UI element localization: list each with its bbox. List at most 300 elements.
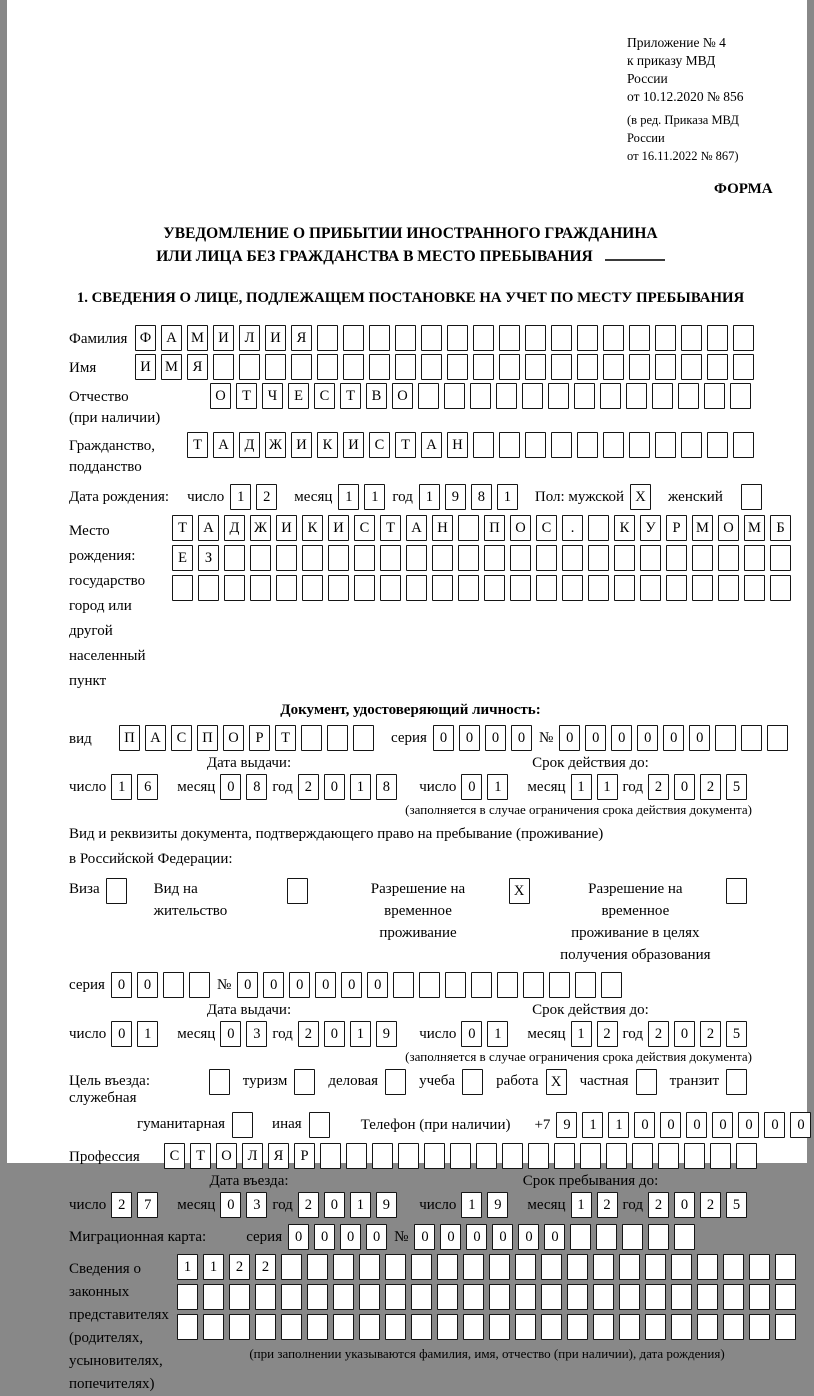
char-box: 2 [648,1192,669,1218]
migration-card-label: Миграционная карта: [69,1229,207,1245]
valid-year-boxes [648,774,752,800]
char-box: 1 [111,774,132,800]
char-box [629,432,650,458]
char-box [749,1314,770,1340]
char-box [307,1284,328,1310]
appendix-line: от 10.12.2020 № 856 [627,89,744,104]
field-surname [69,325,752,351]
char-box: 0 [689,725,710,751]
char-box: 1 [203,1254,224,1280]
char-box: 0 [674,1021,695,1047]
issue-day-boxes [111,1021,163,1047]
char-box [177,1284,198,1310]
char-box: 0 [764,1112,785,1138]
representatives-row-3 [177,1314,801,1340]
entry-day-boxes [111,1192,163,1218]
char-box [395,354,416,380]
char-box [733,325,754,351]
char-box: 0 [660,1112,681,1138]
char-box: М [161,354,182,380]
day-word: число [187,489,225,505]
field-birthplace [69,515,785,694]
issue-title: Дата выдачи: [206,755,292,771]
residence-series-boxes [111,972,215,998]
char-box [489,1284,510,1310]
char-box: М [692,515,713,541]
char-box: А [421,432,442,458]
issue-year-boxes [298,774,402,800]
stay-year-boxes [648,1192,752,1218]
identity-number-boxes [559,725,793,751]
char-box: 2 [597,1021,618,1047]
field-identity-kind [69,725,752,751]
char-box: 0 [674,1192,695,1218]
char-box: Т [395,432,416,458]
char-box [645,1254,666,1280]
tourism-checkbox [294,1069,320,1095]
char-box [291,354,312,380]
residence-permit-checkbox [287,878,313,904]
migration-number-label: № [394,1229,409,1245]
char-box [421,325,442,351]
char-box [645,1284,666,1310]
char-box: Р [249,725,270,751]
char-box: 0 [340,1224,361,1250]
char-box: Н [447,432,468,458]
char-box: О [718,515,739,541]
char-box [600,383,621,409]
char-box: 2 [700,774,721,800]
representatives-note: (при заполнении указываются фамилия, имя, отчество (при наличии), дата рождения) [249,1346,725,1361]
char-box: О [223,725,244,751]
char-box: 2 [648,774,669,800]
residence-doc-line-2: в Российской Федерации: [69,851,233,867]
char-box [327,725,348,751]
identity-issue-date: число 1 6 месяц 0 8 год 2 0 1 8 [69,774,402,800]
char-box [437,1284,458,1310]
valid-month-boxes [571,1021,623,1047]
char-box: 0 [220,1192,241,1218]
char-box [232,1112,253,1138]
section1-heading: 1. СВЕДЕНИЯ О ЛИЦЕ, ПОДЛЕЖАЩЕМ ПОСТАНОВКЕ НА УЧЕТ ПО МЕСТУ ПРЕБЫВАНИЯ [76,290,745,306]
char-box: С [164,1143,185,1169]
char-box [603,325,624,351]
char-box [385,1069,406,1095]
char-box [276,545,297,571]
char-box: 0 [237,972,258,998]
char-box [749,1254,770,1280]
char-box [445,972,466,998]
char-box: Л [242,1143,263,1169]
page-title [69,222,752,268]
char-box: Ч [262,383,283,409]
char-box [567,1284,588,1310]
char-box [629,354,650,380]
birthplace-row-1 [172,515,796,541]
char-box [606,1143,627,1169]
migration-series-label: серия [246,1229,283,1245]
char-box: 0 [466,1224,487,1250]
purpose-study: учеба [419,1069,488,1095]
entry-month-boxes [220,1192,272,1218]
revision-line: (в ред. Приказа МВД России [627,113,739,145]
transit-checkbox [726,1069,752,1095]
char-box: 1 [230,484,251,510]
char-box: 0 [663,725,684,751]
char-box [723,1284,744,1310]
char-box [726,878,747,904]
field-citizenship [69,432,752,478]
char-box [510,545,531,571]
issue-month-boxes [220,774,272,800]
char-box [476,1143,497,1169]
char-box [163,972,184,998]
char-box [458,515,479,541]
residence-issue-date: число 0 1 месяц 0 3 год 2 0 1 9 [69,1021,402,1047]
char-box: 1 [177,1254,198,1280]
migration-series-boxes [288,1224,392,1250]
char-box [562,575,583,601]
char-box [317,325,338,351]
purpose-row-2 [137,1112,805,1138]
purpose-row-1 [69,1069,752,1107]
char-box [636,1069,657,1095]
char-box: Н [432,515,453,541]
char-box: 0 [461,1021,482,1047]
char-box [444,383,465,409]
char-box [733,432,754,458]
char-box [697,1284,718,1310]
stay-month-boxes [571,1192,623,1218]
char-box: 8 [246,774,267,800]
char-box [369,354,390,380]
birthplace-row-2 [172,545,796,571]
char-box [596,1224,617,1250]
firstname-boxes [135,354,759,380]
char-box [471,972,492,998]
valid-title: Срок действия до: [532,755,649,771]
residence-date-titles [69,1002,752,1019]
char-box [276,575,297,601]
entry-dates [69,1192,752,1218]
char-box [496,383,517,409]
char-box [681,354,702,380]
char-box [632,1143,653,1169]
char-box [692,575,713,601]
char-box [541,1284,562,1310]
char-box: О [510,515,531,541]
char-box [554,1143,575,1169]
char-box [343,354,364,380]
char-box [671,1254,692,1280]
char-box [328,575,349,601]
birth-year-boxes [419,484,523,510]
char-box [354,545,375,571]
char-box [525,432,546,458]
char-box: Я [268,1143,289,1169]
representatives-row-1 [177,1254,801,1280]
char-box [619,1284,640,1310]
char-box [736,1143,757,1169]
char-box: 2 [298,1021,319,1047]
char-box [411,1284,432,1310]
char-box: 0 [492,1224,513,1250]
surname-label: Фамилия [69,331,128,347]
char-box: К [302,515,323,541]
char-box [551,432,572,458]
representatives-boxes [177,1254,801,1362]
entry-date: число 2 7 месяц 0 3 год 2 0 1 9 [69,1192,402,1218]
char-box: И [135,354,156,380]
phone-label: Телефон (при наличии) [360,1117,511,1133]
appendix-line: к приказу МВД России [627,53,716,86]
char-box: 8 [376,774,397,800]
char-box: 2 [648,1021,669,1047]
char-box [588,545,609,571]
entry-year-boxes [298,1192,402,1218]
char-box [473,432,494,458]
char-box [172,575,193,601]
char-box: 1 [608,1112,629,1138]
identity-number-label: № [538,730,554,746]
char-box [497,972,518,998]
char-box [470,383,491,409]
char-box: 0 [314,1224,335,1250]
char-box [697,1254,718,1280]
char-box: П [197,725,218,751]
char-box: Т [236,383,257,409]
char-box [666,545,687,571]
profession-label: Профессия [69,1149,140,1165]
char-box [406,545,427,571]
patronymic-label: Отчество (при наличии) [69,389,161,426]
identity-series-boxes [433,725,537,751]
char-box: П [119,725,140,751]
phone-boxes [556,1112,814,1138]
char-box [614,545,635,571]
char-box: 1 [419,484,440,510]
char-box: П [484,515,505,541]
char-box [549,972,570,998]
purpose-private: частная [580,1069,662,1095]
char-box [528,1143,549,1169]
char-box: Л [239,325,260,351]
char-box: С [369,432,390,458]
visa-checkbox [106,878,132,904]
char-box [450,1143,471,1169]
char-box: К [317,432,338,458]
char-box [458,575,479,601]
char-box [707,354,728,380]
char-box [106,878,127,904]
char-box [380,575,401,601]
char-box [707,432,728,458]
char-box: 0 [414,1224,435,1250]
char-box: Д [224,515,245,541]
char-box: Р [294,1143,315,1169]
char-box [385,1254,406,1280]
char-box [419,972,440,998]
char-box [463,1314,484,1340]
entry-date-titles [69,1173,752,1190]
char-box [359,1284,380,1310]
valid-day-boxes [461,774,513,800]
issue-day-boxes [111,774,163,800]
char-box: 9 [487,1192,508,1218]
birthdate-label: Дата рождения: [69,489,170,505]
char-box [447,325,468,351]
valid-month-boxes [571,774,623,800]
char-box: 1 [338,484,359,510]
char-box: 0 [485,725,506,751]
char-box [767,725,788,751]
birthplace-row-3 [172,575,796,601]
char-box [255,1314,276,1340]
purpose-humanitarian: гуманитарная [137,1112,258,1138]
char-box: О [216,1143,237,1169]
char-box [317,354,338,380]
char-box [424,1143,445,1169]
char-box: 0 [433,725,454,751]
char-box [255,1284,276,1310]
char-box: Б [770,515,791,541]
char-box [484,575,505,601]
char-box [458,545,479,571]
char-box: 0 [324,1192,345,1218]
char-box: X [546,1069,567,1095]
char-box: Я [187,354,208,380]
option-visa: Виза [69,878,132,966]
birthplace-label: Место рождения: государство город или другой населенный пункт [69,523,146,689]
char-box: 7 [137,1192,158,1218]
char-box [614,575,635,601]
char-box: 0 [315,972,336,998]
char-box: Д [239,432,260,458]
char-box: 0 [461,774,482,800]
char-box: 0 [585,725,606,751]
char-box: 1 [582,1112,603,1138]
month-word: месяц [294,489,333,505]
char-box: 0 [288,1224,309,1250]
char-box [250,545,271,571]
char-box [684,1143,705,1169]
char-box [548,383,569,409]
field-profession [69,1143,752,1169]
char-box [307,1314,328,1340]
char-box [203,1314,224,1340]
char-box [359,1314,380,1340]
char-box: 0 [289,972,310,998]
char-box [411,1254,432,1280]
char-box [655,325,676,351]
char-box [369,325,390,351]
residence-series-row [69,972,752,998]
firstname-label: Имя [69,360,97,376]
form-body [69,325,805,1396]
char-box: Т [380,515,401,541]
issue-month-boxes [220,1021,272,1047]
char-box: 2 [255,1254,276,1280]
char-box [309,1112,330,1138]
identity-valid-note: (заполняется в случае ограничения срока действия документа) [405,802,752,817]
male-checkbox [630,484,656,510]
char-box [380,545,401,571]
char-box [640,545,661,571]
char-box [655,432,676,458]
char-box: 0 [459,725,480,751]
char-box [484,545,505,571]
residence-number-label: № [216,977,232,993]
char-box: 2 [597,1192,618,1218]
char-box: 1 [571,774,592,800]
char-box: 3 [246,1021,267,1047]
identity-doc-heading: Документ, удостоверяющий личность: [280,702,541,718]
char-box [619,1254,640,1280]
residence-valid-date: число 0 1 месяц 1 2 год 2 0 2 5 [419,1021,752,1047]
char-box: 3 [246,1192,267,1218]
char-box [393,972,414,998]
char-box [588,575,609,601]
residence-options [69,878,752,966]
char-box [626,383,647,409]
char-box: К [614,515,635,541]
field-representatives [69,1254,752,1396]
char-box: С [171,725,192,751]
stay-until-date: число 1 9 месяц 1 2 год 2 0 2 5 [419,1192,752,1218]
char-box [541,1314,562,1340]
char-box: Ж [265,432,286,458]
char-box: 5 [726,774,747,800]
char-box [437,1254,458,1280]
char-box [372,1143,393,1169]
char-box [398,1143,419,1169]
char-box: 0 [366,1224,387,1250]
char-box: 1 [571,1192,592,1218]
char-box [562,545,583,571]
char-box: 2 [700,1021,721,1047]
char-box [593,1254,614,1280]
char-box [462,1069,483,1095]
residence-valid-note: (заполняется в случае ограничения срока действия документа) [405,1049,752,1064]
char-box [640,575,661,601]
birth-day-boxes [230,484,282,510]
char-box: 1 [497,484,518,510]
char-box [198,575,219,601]
char-box [395,325,416,351]
char-box: 0 [686,1112,707,1138]
char-box: И [213,325,234,351]
identity-kind-boxes [119,725,379,751]
char-box [302,575,323,601]
char-box [741,484,762,510]
char-box [281,1314,302,1340]
char-box [473,325,494,351]
char-box: З [198,545,219,571]
char-box: И [328,515,349,541]
char-box [502,1143,523,1169]
char-box [648,1224,669,1250]
char-box [346,1143,367,1169]
stay-title: Срок пребывания до: [522,1173,659,1189]
char-box [499,325,520,351]
year-word: год [392,489,413,505]
char-box [432,575,453,601]
char-box: . [562,515,583,541]
char-box [437,1314,458,1340]
char-box: 0 [511,725,532,751]
char-box: 0 [367,972,388,998]
char-box [354,575,375,601]
